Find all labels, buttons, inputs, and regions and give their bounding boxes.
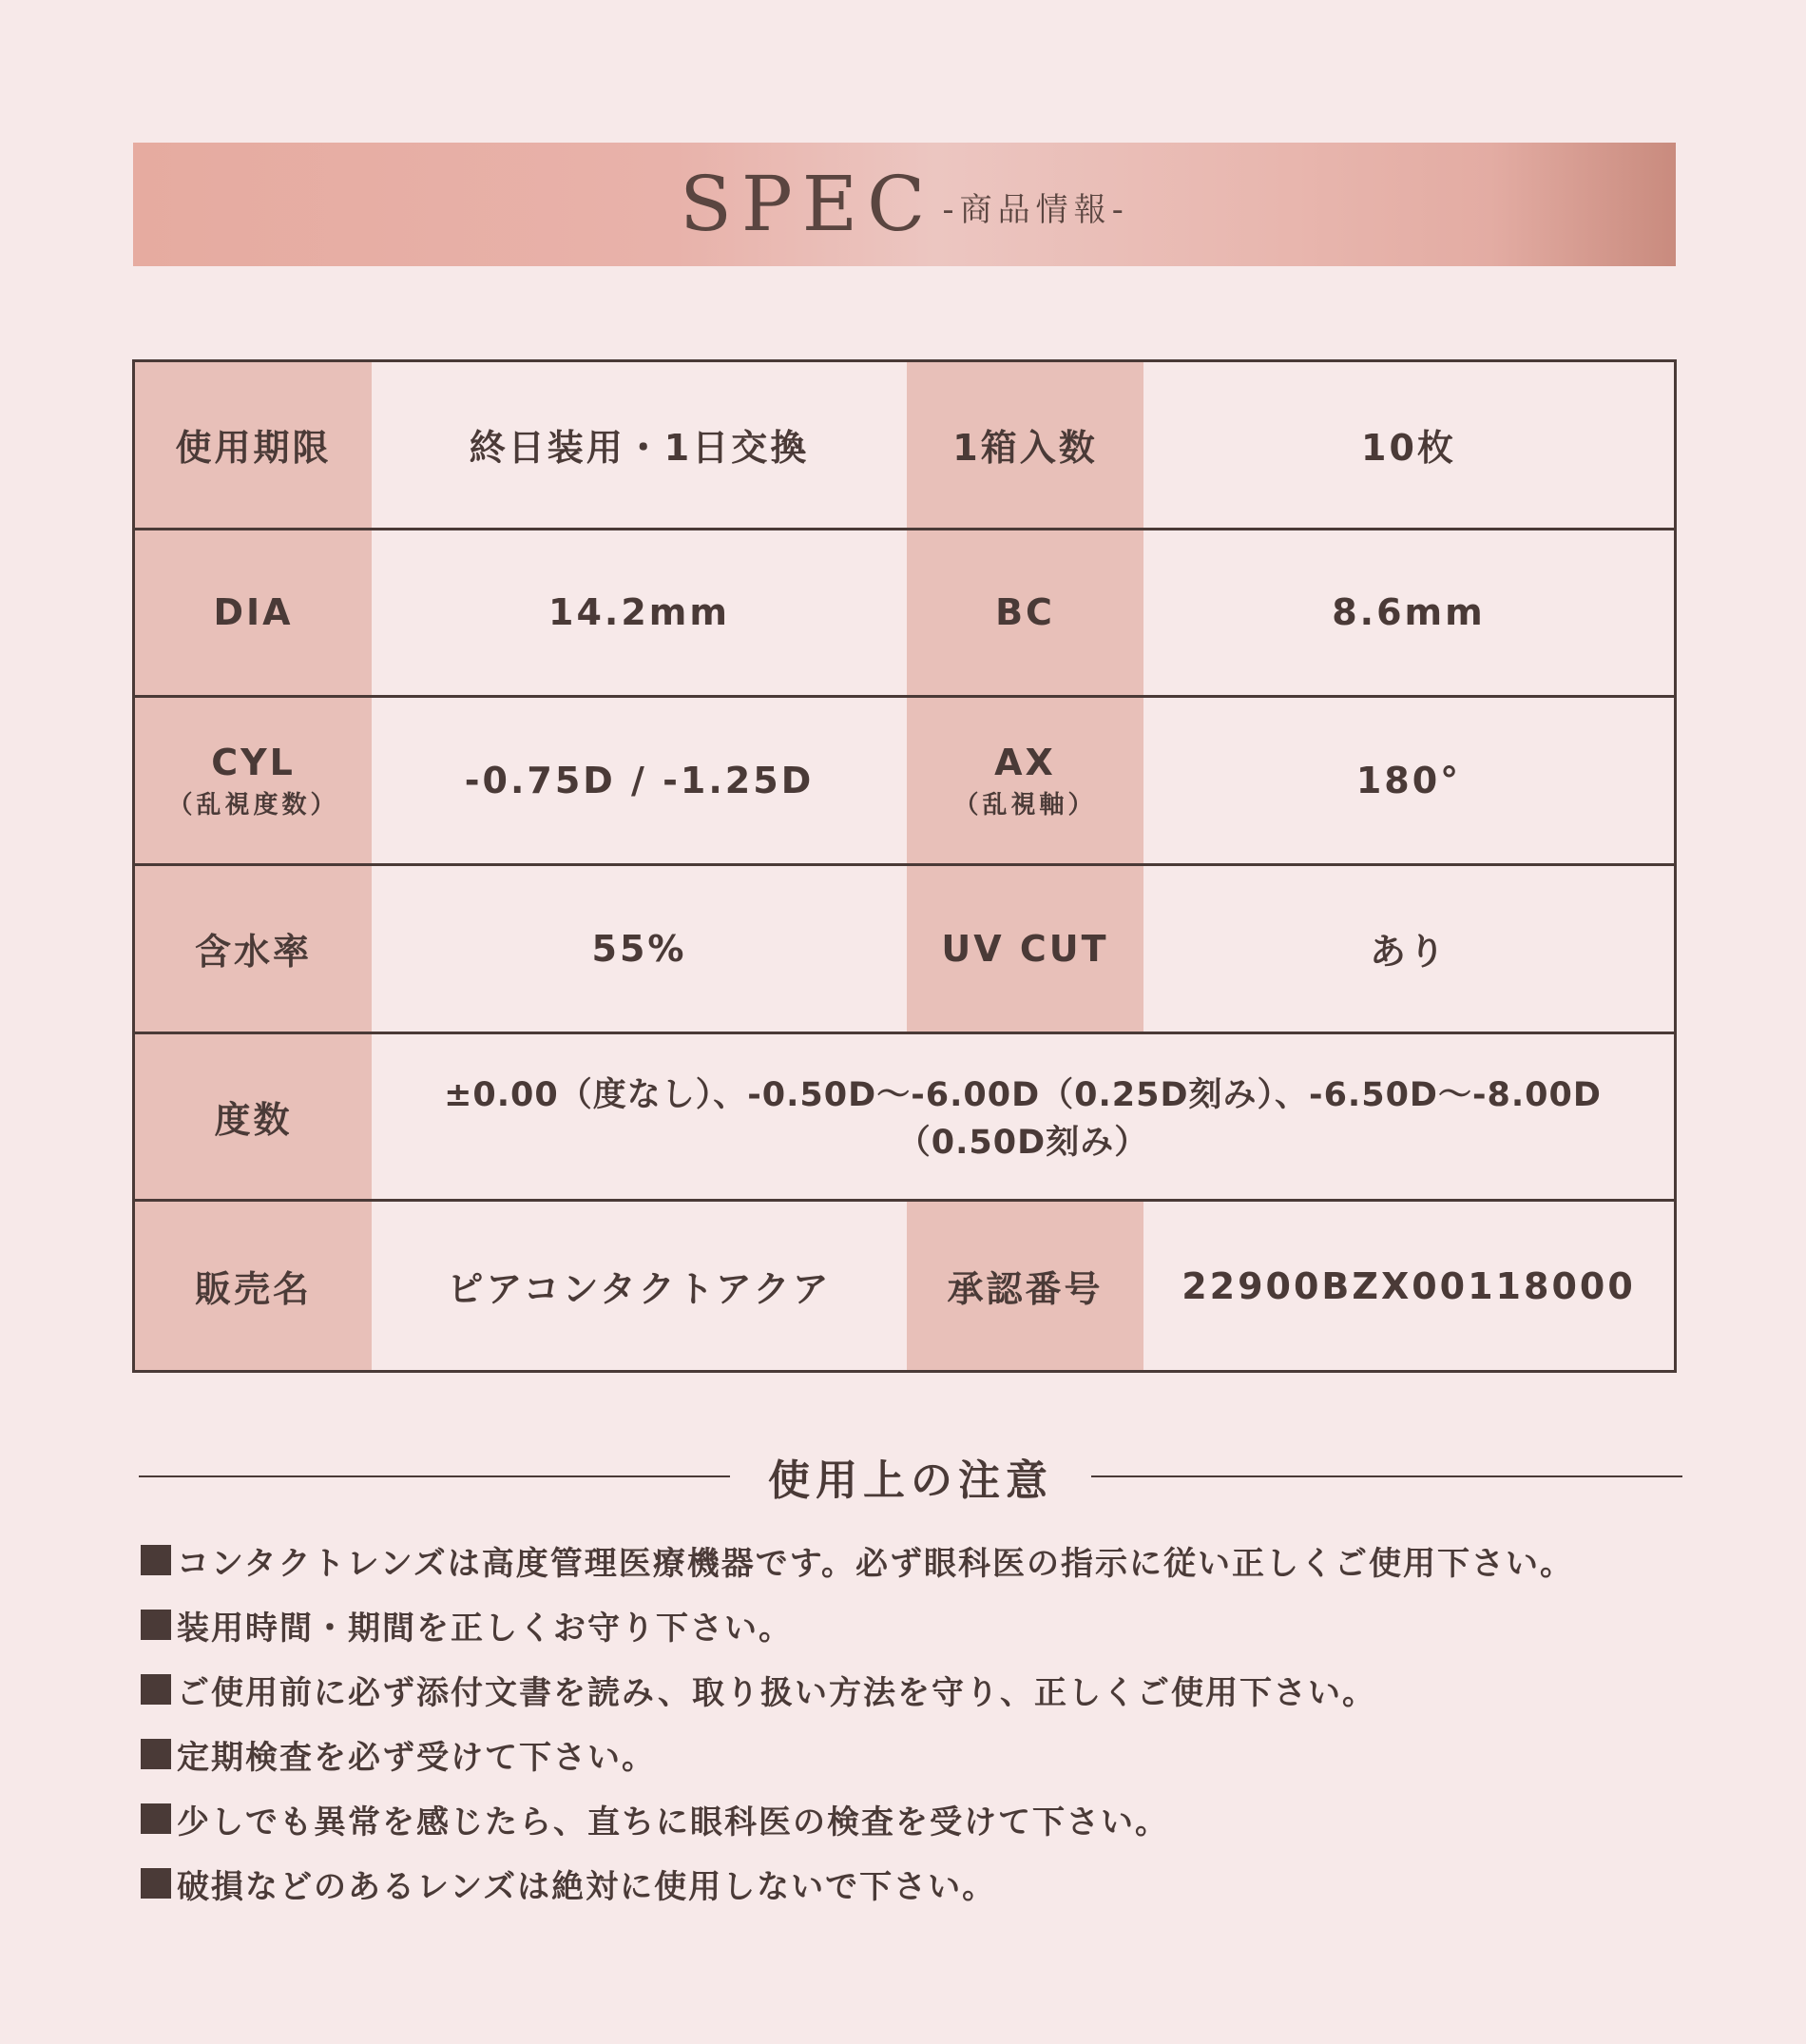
notice-divider-left <box>139 1475 730 1477</box>
spec-label-ax-main: AX <box>994 741 1056 783</box>
spec-value-bc: 8.6mm <box>1143 530 1674 699</box>
spec-label-product-name: 販売名 <box>135 1202 372 1370</box>
spec-label-cyl <box>135 698 372 866</box>
notice-item-text: 少しでも異常を感じたら、直ちに眼科医の検査を受けて下さい。 <box>177 1803 1169 1842</box>
spec-label-cyl-sub: （乱視度数） <box>167 790 339 820</box>
spec-value-ax: 180° <box>1143 698 1674 866</box>
notice-item <box>141 1786 1681 1851</box>
spec-label-uv-cut: UV CUT <box>907 866 1143 1034</box>
notice-item-text: 定期検査を必ず受けて下さい。 <box>177 1738 656 1777</box>
spec-label-bc: BC <box>907 530 1143 699</box>
spec-value-cyl: -0.75D / -1.25D <box>372 698 907 866</box>
notice-item <box>141 1657 1681 1722</box>
notice-title: 使用上の注意 <box>768 1456 1053 1505</box>
notice-item-text: 破損などのあるレンズは絶対に使用しないで下さい。 <box>177 1867 997 1906</box>
square-bullet-icon <box>141 1868 171 1899</box>
notice-item <box>141 1528 1681 1592</box>
square-bullet-icon <box>141 1610 171 1640</box>
notice-item <box>141 1722 1681 1786</box>
spec-label-ax <box>907 698 1143 866</box>
spec-label-usage-period: 使用期限 <box>135 362 372 530</box>
spec-table <box>132 359 1677 1373</box>
spec-value-product-name: ピアコンタクトアクア <box>372 1202 907 1370</box>
banner-subtitle: -商品情報- <box>942 190 1129 229</box>
spec-label-water-content: 含水率 <box>135 866 372 1034</box>
square-bullet-icon <box>141 1803 171 1834</box>
banner-title: SPEC <box>680 160 935 248</box>
square-bullet-icon <box>141 1739 171 1769</box>
spec-label-cyl-main: CYL <box>211 741 296 783</box>
notice-item-text: コンタクトレンズは高度管理医療機器です。必ず眼科医の指示に従い正しくご使用下さい。 <box>177 1544 1575 1583</box>
spec-value-box-count: 10枚 <box>1143 362 1674 530</box>
notice-item-text: 装用時間・期間を正しくお守り下さい。 <box>177 1609 793 1648</box>
notice-item <box>141 1592 1681 1657</box>
notice-item-text: ご使用前に必ず添付文書を読み、取り扱い方法を守り、正しくご使用下さい。 <box>177 1673 1377 1712</box>
notice-list <box>141 1528 1681 1916</box>
square-bullet-icon <box>141 1545 171 1575</box>
spec-label-power: 度数 <box>135 1034 372 1203</box>
spec-value-dia: 14.2mm <box>372 530 907 699</box>
spec-value-power: ±0.00（度なし）、-0.50D〜-6.00D（0.25D刻み）、-6.50D〜-8.00D（0.50D刻み） <box>372 1034 1674 1203</box>
spec-banner <box>133 143 1676 266</box>
spec-value-approval-number: 22900BZX00118000 <box>1143 1202 1674 1370</box>
spec-label-ax-sub: （乱視軸） <box>953 790 1097 820</box>
spec-value-water-content: 55% <box>372 866 907 1034</box>
notice-heading <box>139 1443 1682 1510</box>
spec-value-usage-period: 終日装用・1日交換 <box>372 362 907 530</box>
spec-value-uv-cut: あり <box>1143 866 1674 1034</box>
square-bullet-icon <box>141 1674 171 1705</box>
spec-label-approval-number: 承認番号 <box>907 1202 1143 1370</box>
notice-divider-right <box>1091 1475 1682 1477</box>
notice-item <box>141 1851 1681 1916</box>
spec-label-box-count: 1箱入数 <box>907 362 1143 530</box>
spec-label-dia: DIA <box>135 530 372 699</box>
